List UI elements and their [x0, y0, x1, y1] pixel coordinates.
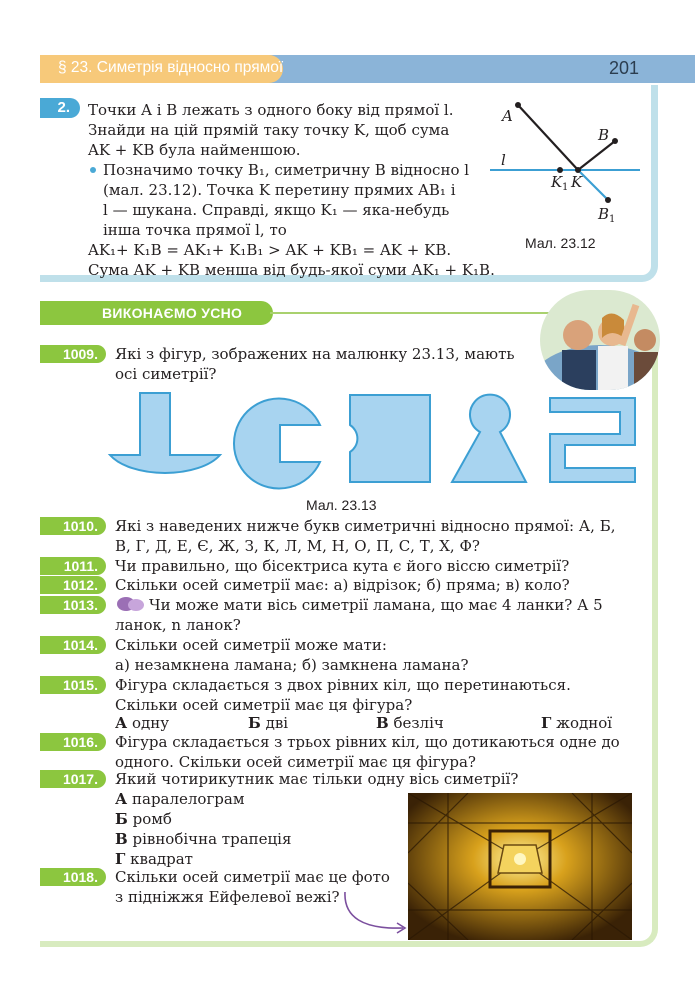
point-a: [515, 102, 521, 108]
problem-text: осі симетрії?: [115, 365, 217, 383]
problem-text: а) незамкнена ламана; б) замкнена ламана?: [115, 656, 469, 674]
pointer-arrow-icon: [335, 890, 415, 940]
section-divider: [270, 312, 560, 314]
section-title: § 23. Симетрія відносно прямої: [58, 59, 284, 76]
figure-23-12: [490, 95, 650, 230]
problem-text: Чи правильно, що бісектриса кута є його віссю симетрії?: [115, 557, 570, 575]
problem-text: Скільки осей симетрії має: а) відрізок; б) пряма; в) коло?: [115, 576, 570, 594]
shape-t-semicircle: [110, 393, 220, 473]
figure-caption-23-12: Мал. 23.12: [525, 235, 596, 251]
students-photo: [540, 290, 660, 390]
section-header: ВИКОНАЄМО УСНО: [40, 301, 273, 325]
problem-number: 1016.: [40, 733, 106, 751]
option-b: Б ромб: [115, 810, 172, 828]
problem-text: Скільки осей симетрії має це фото: [115, 868, 390, 886]
label-b: B: [598, 126, 610, 144]
label-k1: K: [551, 173, 563, 191]
example-line: Позначимо точку B₁, симетричну B відносно l: [103, 161, 470, 179]
label-k: K: [571, 173, 583, 191]
example-line: Точки A і B лежать з одного боку від прямої l.: [88, 101, 454, 119]
example-line: AK + KB була найменшою.: [88, 141, 301, 159]
shape-c-circle: [234, 399, 320, 489]
problem-text: Фігура складається з двох рівних кіл, що перетинаються.: [115, 676, 571, 694]
segment-kb1: [578, 170, 608, 200]
option-c: В безліч: [376, 714, 444, 732]
problem-text: ланок, n ланок?: [115, 616, 241, 634]
segment-kb: [578, 141, 615, 170]
option-d: Г квадрат: [115, 850, 193, 868]
example-line: l — шукана. Справді, якщо K₁ — яка-небудь: [103, 201, 450, 219]
option-b: Б дві: [248, 714, 289, 732]
example-line: Знайди на цій прямій таку точку K, щоб сума: [88, 121, 450, 139]
problem-text: Які з фігур, зображених на малюнку 23.13, мають: [115, 345, 515, 363]
label-a: A: [502, 107, 513, 125]
example-number: 2.: [40, 98, 80, 118]
problem-text: Чи може мати вісь симетрії ламана, що має 4 ланки? А 5: [149, 596, 603, 614]
page-number: 201: [608, 58, 639, 78]
problem-number: 1018.: [40, 868, 106, 886]
shape-square-notch: [350, 395, 430, 482]
problem-number: 1009.: [40, 345, 106, 363]
bullet-icon: [90, 167, 96, 173]
point-b: [612, 138, 618, 144]
option-a: А паралелограм: [115, 790, 245, 808]
example-line: Сума AK + KB менша від будь-якої суми AK₁ + K₁B.: [88, 261, 495, 279]
problem-number: 1017.: [40, 770, 106, 788]
eiffel-tower-photo: [408, 793, 632, 940]
example-line: AK₁+ K₁B = AK₁+ K₁B₁ > AK + KB₁ = AK + KB.: [88, 241, 452, 259]
discussion-icon: [116, 596, 146, 614]
example-line: інша точка прямої l, то: [103, 221, 287, 239]
problem-number: 1010.: [40, 517, 106, 535]
problem-number: 1013.: [40, 596, 106, 614]
problem-text: Фігура складається з трьох рівних кіл, що дотикаються одне до: [115, 733, 620, 751]
problem-text: Скільки осей симетрії має ця фігура?: [115, 696, 413, 714]
problem-number: 1015.: [40, 676, 106, 694]
segment-ak: [518, 105, 578, 170]
label-b1-sub: 1: [609, 214, 616, 225]
option-c: В рівнобічна трапеція: [115, 830, 292, 848]
problem-text: з підніжжя Ейфелевої вежі?: [115, 888, 340, 906]
problem-text: Який чотирикутник має тільки одну вісь симетрії?: [115, 770, 519, 788]
option-a: А одну: [115, 714, 170, 732]
figure-caption-23-13: Мал. 23.13: [306, 497, 377, 513]
label-k1-sub: 1: [562, 182, 569, 193]
problem-text: Скільки осей симетрії може мати:: [115, 636, 387, 654]
problem-text: В, Г, Д, Е, Є, Ж, З, К, Л, М, Н, О, П, С, Т, Х, Ф?: [115, 537, 480, 555]
shape-s-figure: [550, 398, 635, 482]
option-d: Г жодної: [541, 714, 613, 732]
label-l: l: [501, 151, 506, 169]
problem-text: Які з наведених нижче букв симетричні відносно прямої: А, Б,: [115, 517, 616, 535]
label-b1: B: [598, 205, 610, 223]
point-b1: [605, 197, 611, 203]
problem-number: 1011.: [40, 557, 106, 575]
problem-text: одного. Скільки осей симетрії має ця фігура?: [115, 753, 476, 771]
problem-number: 1014.: [40, 636, 106, 654]
shape-keyhole: [452, 395, 526, 482]
figure-23-13: [100, 390, 640, 490]
problem-number: 1012.: [40, 576, 106, 594]
example-line: (мал. 23.12). Точка K перетину прямих AB₁ і: [103, 181, 456, 199]
